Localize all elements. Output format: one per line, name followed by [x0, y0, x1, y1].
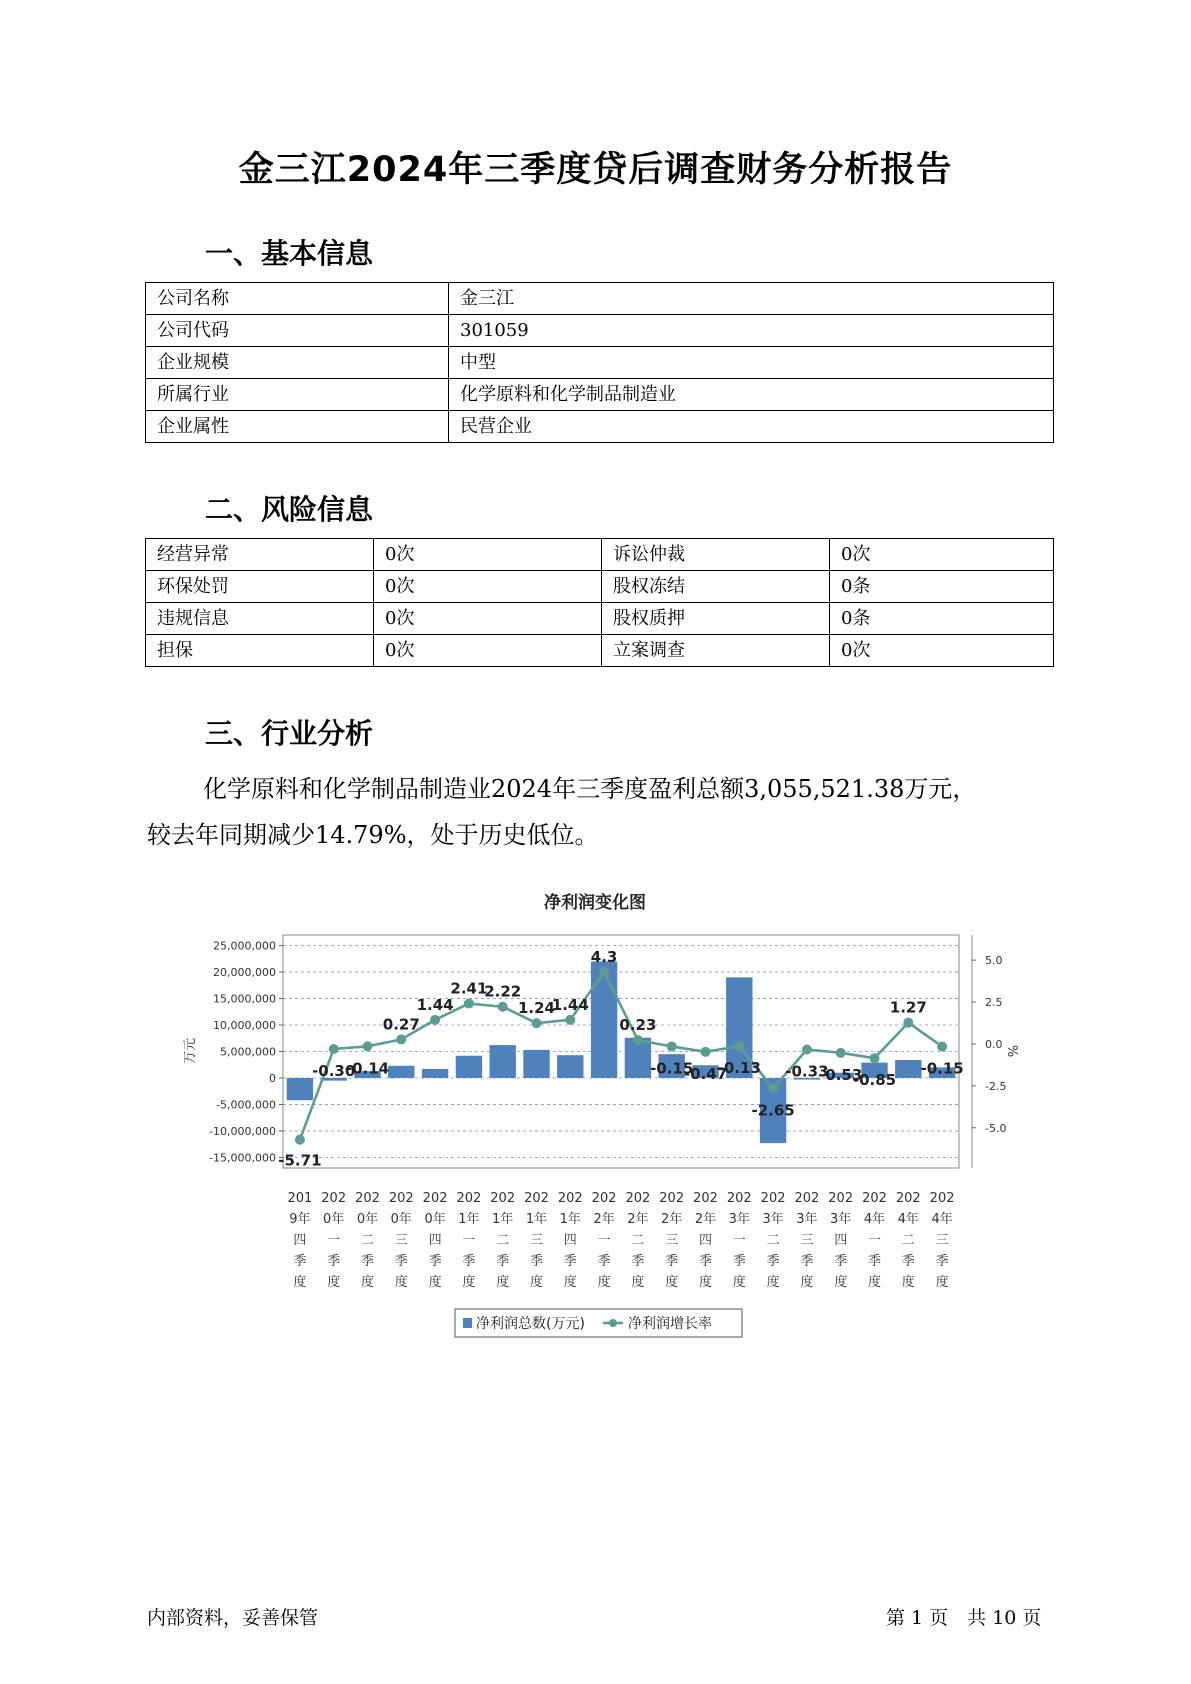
y2-tick-label: 0.0	[985, 1037, 1003, 1051]
line-point	[532, 1018, 542, 1028]
y-tick-label: -10,000,000	[209, 1124, 276, 1138]
data-label: -0.47	[683, 1064, 728, 1083]
x-tick-label: 202 3年四季度	[828, 1191, 854, 1290]
footer-page-number: 第 1 页 共 10 页	[886, 1607, 1042, 1629]
cell-label: 所属行业	[146, 379, 449, 411]
table-row	[146, 347, 1054, 379]
line-point	[565, 1015, 575, 1025]
x-tick-label: 202 3年三季度	[794, 1191, 820, 1290]
bar	[523, 1050, 549, 1078]
bar	[422, 1069, 448, 1078]
line-point	[633, 1035, 643, 1045]
cell-value: 0次	[374, 539, 602, 571]
line-point	[599, 967, 609, 977]
y2-axis-label: %	[1004, 1044, 1019, 1058]
data-label: -2.65	[751, 1101, 795, 1120]
data-label: 2.22	[484, 982, 522, 1001]
data-label: -0.53	[819, 1065, 863, 1084]
data-label: -0.33	[785, 1062, 829, 1081]
y-tick-label: 5,000,000	[220, 1045, 276, 1059]
table-row	[146, 283, 1054, 315]
paragraph-line	[147, 766, 1067, 812]
cell-label: 公司名称	[146, 283, 449, 315]
paragraph-text: 化学原料和化学制品制造业2024年三季度盈利总额3,055,521.38万元，	[203, 775, 977, 803]
data-label: 4.3	[590, 947, 618, 966]
y-tick-label: 20,000,000	[213, 966, 276, 980]
x-tick-label: 202 0年三季度	[388, 1191, 414, 1290]
line-point	[701, 1047, 711, 1057]
x-tick-label: 202 3年一季度	[726, 1191, 752, 1290]
table-row	[146, 571, 1054, 603]
x-tick-label: 202 4年三季度	[929, 1191, 955, 1290]
line-point	[870, 1053, 880, 1063]
cell-value: 0次	[374, 635, 602, 667]
data-label: 0.27	[382, 1015, 420, 1034]
x-tick-label: 202 2年四季度	[693, 1191, 718, 1290]
x-tick-label: 202 4年一季度	[862, 1191, 887, 1290]
x-tick-label: 202 2年一季度	[591, 1191, 617, 1290]
bar	[895, 1060, 921, 1078]
x-tick-label: 202 0年二季度	[355, 1191, 380, 1290]
data-label: -0.30	[312, 1061, 356, 1080]
basic-info-table	[145, 282, 1054, 443]
risk-info-table	[145, 538, 1054, 667]
line-point	[734, 1041, 744, 1051]
line-point	[430, 1015, 440, 1025]
bar	[591, 961, 617, 1078]
y2-tick-label: -2.5	[985, 1079, 1007, 1093]
cell-value: 0次	[830, 635, 1054, 667]
y-tick-label: -15,000,000	[209, 1151, 276, 1165]
x-tick-label: 202 1年一季度	[456, 1191, 482, 1290]
cell-label: 经营异常	[146, 539, 374, 571]
line-point	[295, 1135, 305, 1145]
cell-value: 中型	[449, 347, 1054, 379]
x-tick-label: 202 2年三季度	[659, 1191, 685, 1290]
x-tick-label: 202 1年三季度	[524, 1191, 549, 1290]
bar	[490, 1045, 516, 1078]
x-tick-label: 202 1年二季度	[490, 1191, 516, 1290]
data-label: -0.14	[345, 1059, 390, 1078]
footer-left: 内部资料，妥善保管	[147, 1607, 319, 1629]
cell-value: 0次	[830, 539, 1054, 571]
data-label: 1.27	[889, 998, 927, 1017]
y-tick-label: 15,000,000	[213, 992, 276, 1006]
cell-label: 股权质押	[602, 603, 830, 635]
bar	[388, 1066, 414, 1078]
cell-value: 化学原料和化学制品制造业	[449, 379, 1054, 411]
cell-value: 301059	[449, 315, 1054, 347]
table-row	[146, 315, 1054, 347]
cell-value: 金三江	[449, 283, 1054, 315]
line-point	[363, 1041, 373, 1051]
line-point	[903, 1018, 913, 1028]
cell-value: 0条	[830, 571, 1054, 603]
line-point	[464, 999, 474, 1009]
table-row	[146, 539, 1054, 571]
cell-label: 诉讼仲裁	[602, 539, 830, 571]
bar	[287, 1078, 313, 1100]
data-label: 1.44	[551, 995, 589, 1014]
cell-value: 0条	[830, 603, 1054, 635]
y2-tick-label: -5.0	[985, 1121, 1007, 1135]
cell-label: 环保处罚	[146, 571, 374, 603]
chart-title: 净利润变化图	[544, 893, 646, 913]
cell-label: 企业规模	[146, 347, 449, 379]
line-point	[836, 1048, 846, 1058]
x-tick-label: 201 9年四季度	[287, 1191, 313, 1290]
line-point	[498, 1002, 508, 1012]
line-point	[667, 1041, 677, 1051]
data-label: 0.23	[619, 1016, 657, 1035]
line-point	[937, 1041, 947, 1051]
table-row	[146, 411, 1054, 443]
cell-label: 违规信息	[146, 603, 374, 635]
y-tick-label: 25,000,000	[213, 939, 276, 953]
industry-paragraph	[147, 766, 1067, 858]
cell-label: 公司代码	[146, 315, 449, 347]
table-row	[146, 379, 1054, 411]
cell-label: 立案调查	[602, 635, 830, 667]
data-label: 1.24	[517, 999, 556, 1018]
legend-swatch-point	[609, 1319, 617, 1327]
bar	[557, 1055, 583, 1078]
section-heading-risk: 二、风险信息	[205, 493, 374, 526]
page-title: 金三江2024年三季度贷后调查财务分析报告	[238, 150, 953, 190]
y-tick-label: 10,000,000	[213, 1019, 276, 1033]
legend-swatch-bar	[463, 1318, 472, 1328]
x-tick-label: 202 3年二季度	[760, 1191, 786, 1290]
line-point	[768, 1083, 778, 1093]
section-heading-industry: 三、行业分析	[205, 717, 374, 750]
data-label: -0.13	[717, 1059, 761, 1078]
x-tick-label: 202 1年四季度	[557, 1191, 583, 1290]
y2-tick-label: 2.5	[985, 996, 1003, 1010]
data-label: -5.71	[278, 1151, 322, 1170]
line-point	[329, 1044, 339, 1054]
x-tick-label: 202 0年四季度	[422, 1191, 448, 1290]
data-label: 1.44	[416, 995, 454, 1014]
section-heading-basic: 一、基本信息	[205, 237, 374, 270]
cell-label: 担保	[146, 635, 374, 667]
cell-value: 0次	[374, 571, 602, 603]
y-tick-label: -5,000,000	[216, 1098, 276, 1112]
data-label: -0.85	[852, 1071, 897, 1090]
cell-value: 民营企业	[449, 411, 1054, 443]
cell-value: 0次	[374, 603, 602, 635]
paragraph-line: 较去年同期减少14.79%，处于历史低位。	[147, 821, 599, 849]
cell-label: 股权冻结	[602, 571, 830, 603]
bar	[456, 1056, 482, 1078]
data-label: -0.15	[650, 1059, 694, 1078]
line-point	[802, 1044, 812, 1054]
net-profit-chart	[180, 885, 1019, 1340]
legend-label-bar: 净利润总数(万元)	[476, 1316, 585, 1332]
data-label: 2.41	[450, 979, 488, 998]
y-tick-label: 0	[269, 1071, 276, 1085]
table-row	[146, 603, 1054, 635]
data-label: -0.15	[920, 1059, 964, 1078]
x-tick-label: 202 2年二季度	[625, 1191, 651, 1290]
line-point	[396, 1034, 406, 1044]
table-row	[146, 635, 1054, 667]
cell-label: 企业属性	[146, 411, 449, 443]
x-tick-label: 202 0年一季度	[321, 1191, 347, 1290]
legend-label-line: 净利润增长率	[628, 1316, 712, 1332]
y2-tick-label: 5.0	[985, 954, 1003, 968]
x-tick-label: 202 4年二季度	[895, 1191, 921, 1290]
y-axis-label: 万元	[183, 1037, 198, 1065]
